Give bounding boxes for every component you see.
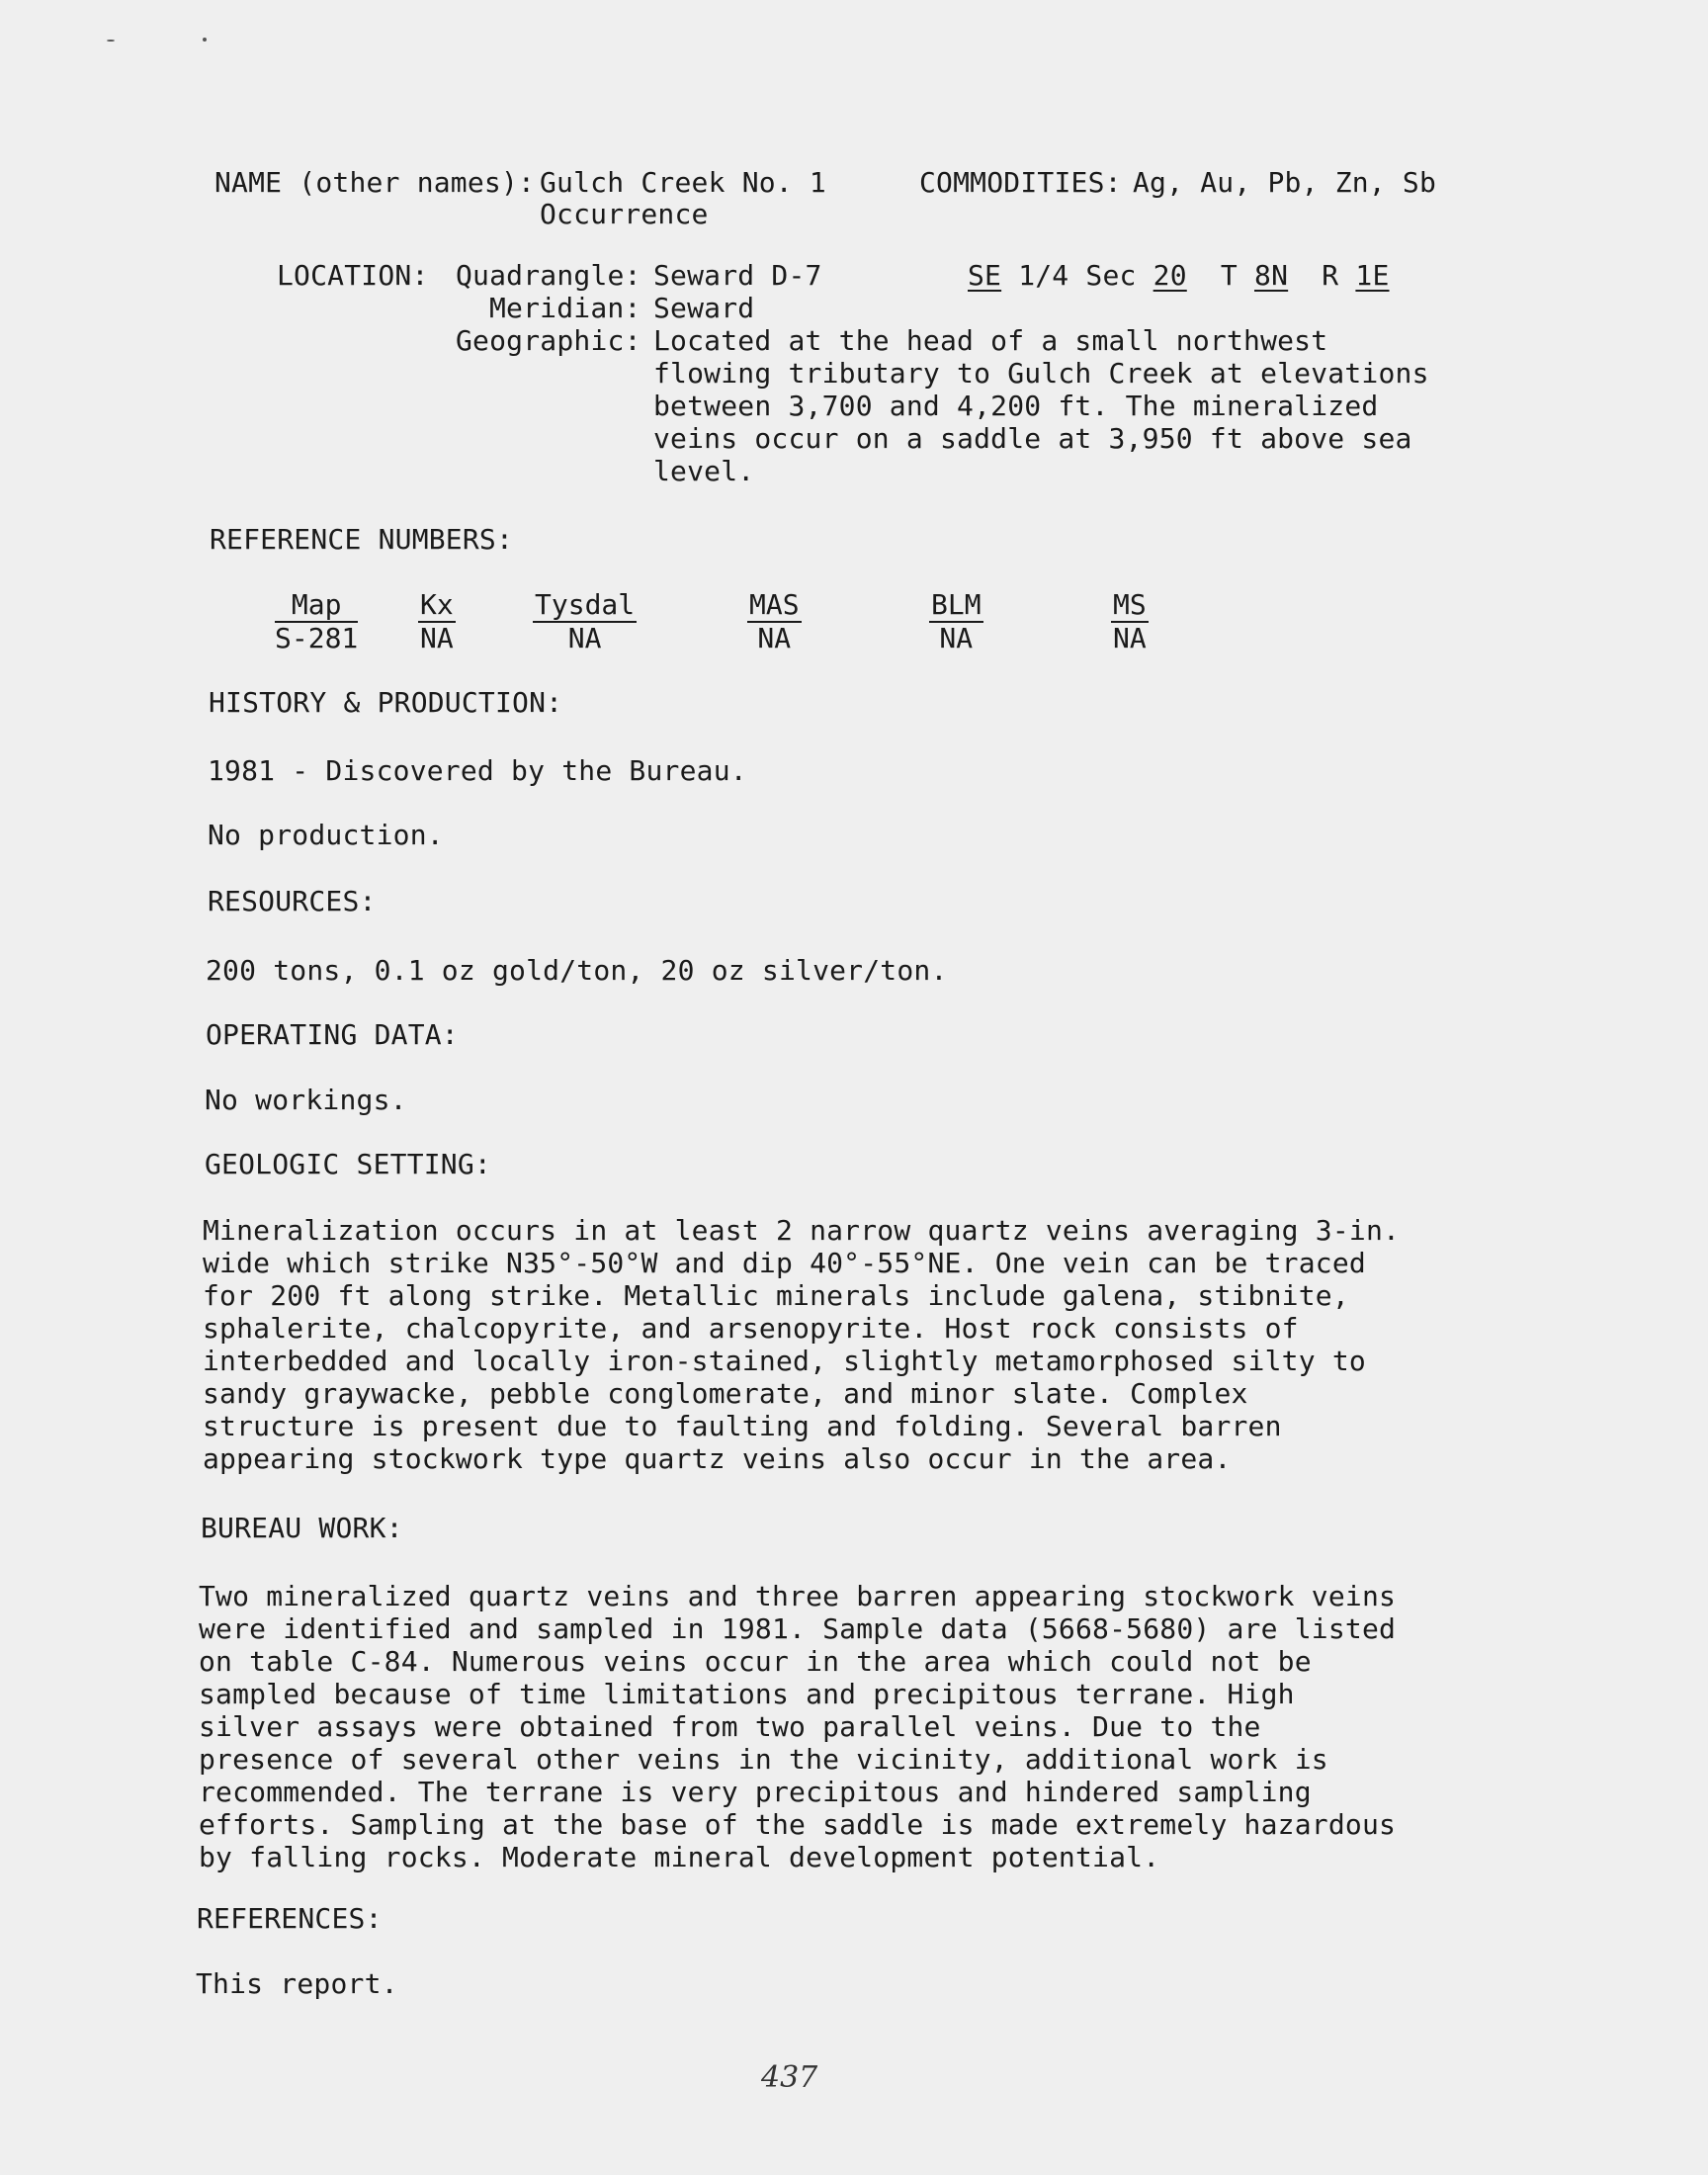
ref-col-value: NA [757,622,792,654]
bureau-text: Two mineralized quartz veins and three barren appearing stockwork veins were identified and sampled in 1981. Sample data (5668-5680) are listed on table C-84. Numerous veins occur in the area which could not be sampled because of time limitations and precipitous terrane. High silver assays were obtained from two parallel veins. Due to the presence of several other veins in the vicinity, additional work is recommended. The terrane is very precipitous and hindered sampling efforts. Sampling at the base of the saddle is made extremely hazardous by falling rocks. Moderate mineral development potential. [199,1580,1397,1873]
ref-col-tysdal [533,589,637,654]
range-prefix: R [1322,259,1339,292]
bureau-heading: BUREAU WORK: [201,1512,403,1544]
resources-heading: RESOURCES: [208,885,377,917]
range-value: 1E [1355,259,1390,292]
section-value: 20 [1153,259,1187,292]
ref-col-value: S-281 [275,622,359,654]
ref-col-label: MS [1113,588,1147,621]
commodities-label: COMMODITIES: [919,166,1122,199]
ref-col-value: NA [1113,622,1147,654]
ref-col-kx [418,589,456,654]
geographic-text: Located at the head of a small northwest flowing tributary to Gulch Creek at elevations between 3,700 and 4,200 ft. The mineralized veins occur on a saddle at 3,950 ft above sea level. [653,324,1429,487]
ref-col-map [275,589,358,654]
name-value-line1: Gulch Creek No. 1 [540,166,826,199]
commodities-value: Ag, Au, Pb, Zn, Sb [1133,166,1437,199]
plss-location [968,259,1390,292]
operating-heading: OPERATING DATA: [206,1018,459,1051]
location-label: LOCATION: [277,259,429,292]
references-heading: REFERENCES: [197,1902,383,1935]
ref-col-mas [747,589,802,654]
meridian-value: Seward [653,292,755,324]
references-text: This report. [196,1967,398,2000]
page-number: 437 [761,2060,818,2095]
geologic-text: Mineralization occurs in at least 2 narrow quartz veins averaging 3-in. wide which strike N35°-50°W and dip 40°-55°NE. One vein can be traced for 200 ft along strike. Metallic minerals include galena, stibnite, sphalerite, chalcopyrite, and arsenopyrite. Host rock consists of interbedded and locally iron-stained, slightly metamorphosed silty to sandy graywacke, pebble conglomerate, and minor slate. Complex structure is present due to faulting and folding. Several barren appearing stockwork type quartz veins also occur in the area. [203,1214,1401,1475]
name-value-line2: Occurrence [540,198,709,230]
ref-col-label: BLM [931,588,982,621]
scan-speck [107,40,115,42]
quadrangle-value: Seward D-7 [653,259,822,292]
name-label: NAME (other names): [214,166,536,199]
resources-text: 200 tons, 0.1 oz gold/ton, 20 oz silver/ton. [206,954,948,987]
history-line2: No production. [208,819,444,851]
quarter-suffix: 1/4 Sec [1018,259,1137,292]
township-value: 8N [1254,259,1289,292]
quadrangle-label: Quadrangle: [456,259,641,292]
ref-col-label: Map [275,589,358,623]
ref-col-ms [1111,589,1149,654]
history-heading: HISTORY & PRODUCTION: [209,686,563,719]
ref-col-label: Tysdal [535,588,636,621]
scan-speck [203,38,207,42]
ref-col-label: Kx [420,588,454,621]
township-prefix: T [1220,259,1238,292]
ref-col-value: NA [939,622,974,654]
ref-col-value: NA [567,622,602,654]
operating-text: No workings. [205,1084,407,1116]
ref-col-value: NA [420,622,454,654]
reference-numbers-heading: REFERENCE NUMBERS: [210,523,514,556]
history-line1: 1981 - Discovered by the Bureau. [208,754,747,787]
ref-col-label: MAS [749,588,800,621]
ref-col-blm [929,589,983,654]
geologic-heading: GEOLOGIC SETTING: [205,1148,491,1180]
meridian-label: Meridian: [489,292,641,324]
quarter-value: SE [968,259,1002,292]
geographic-label: Geographic: [456,324,641,357]
